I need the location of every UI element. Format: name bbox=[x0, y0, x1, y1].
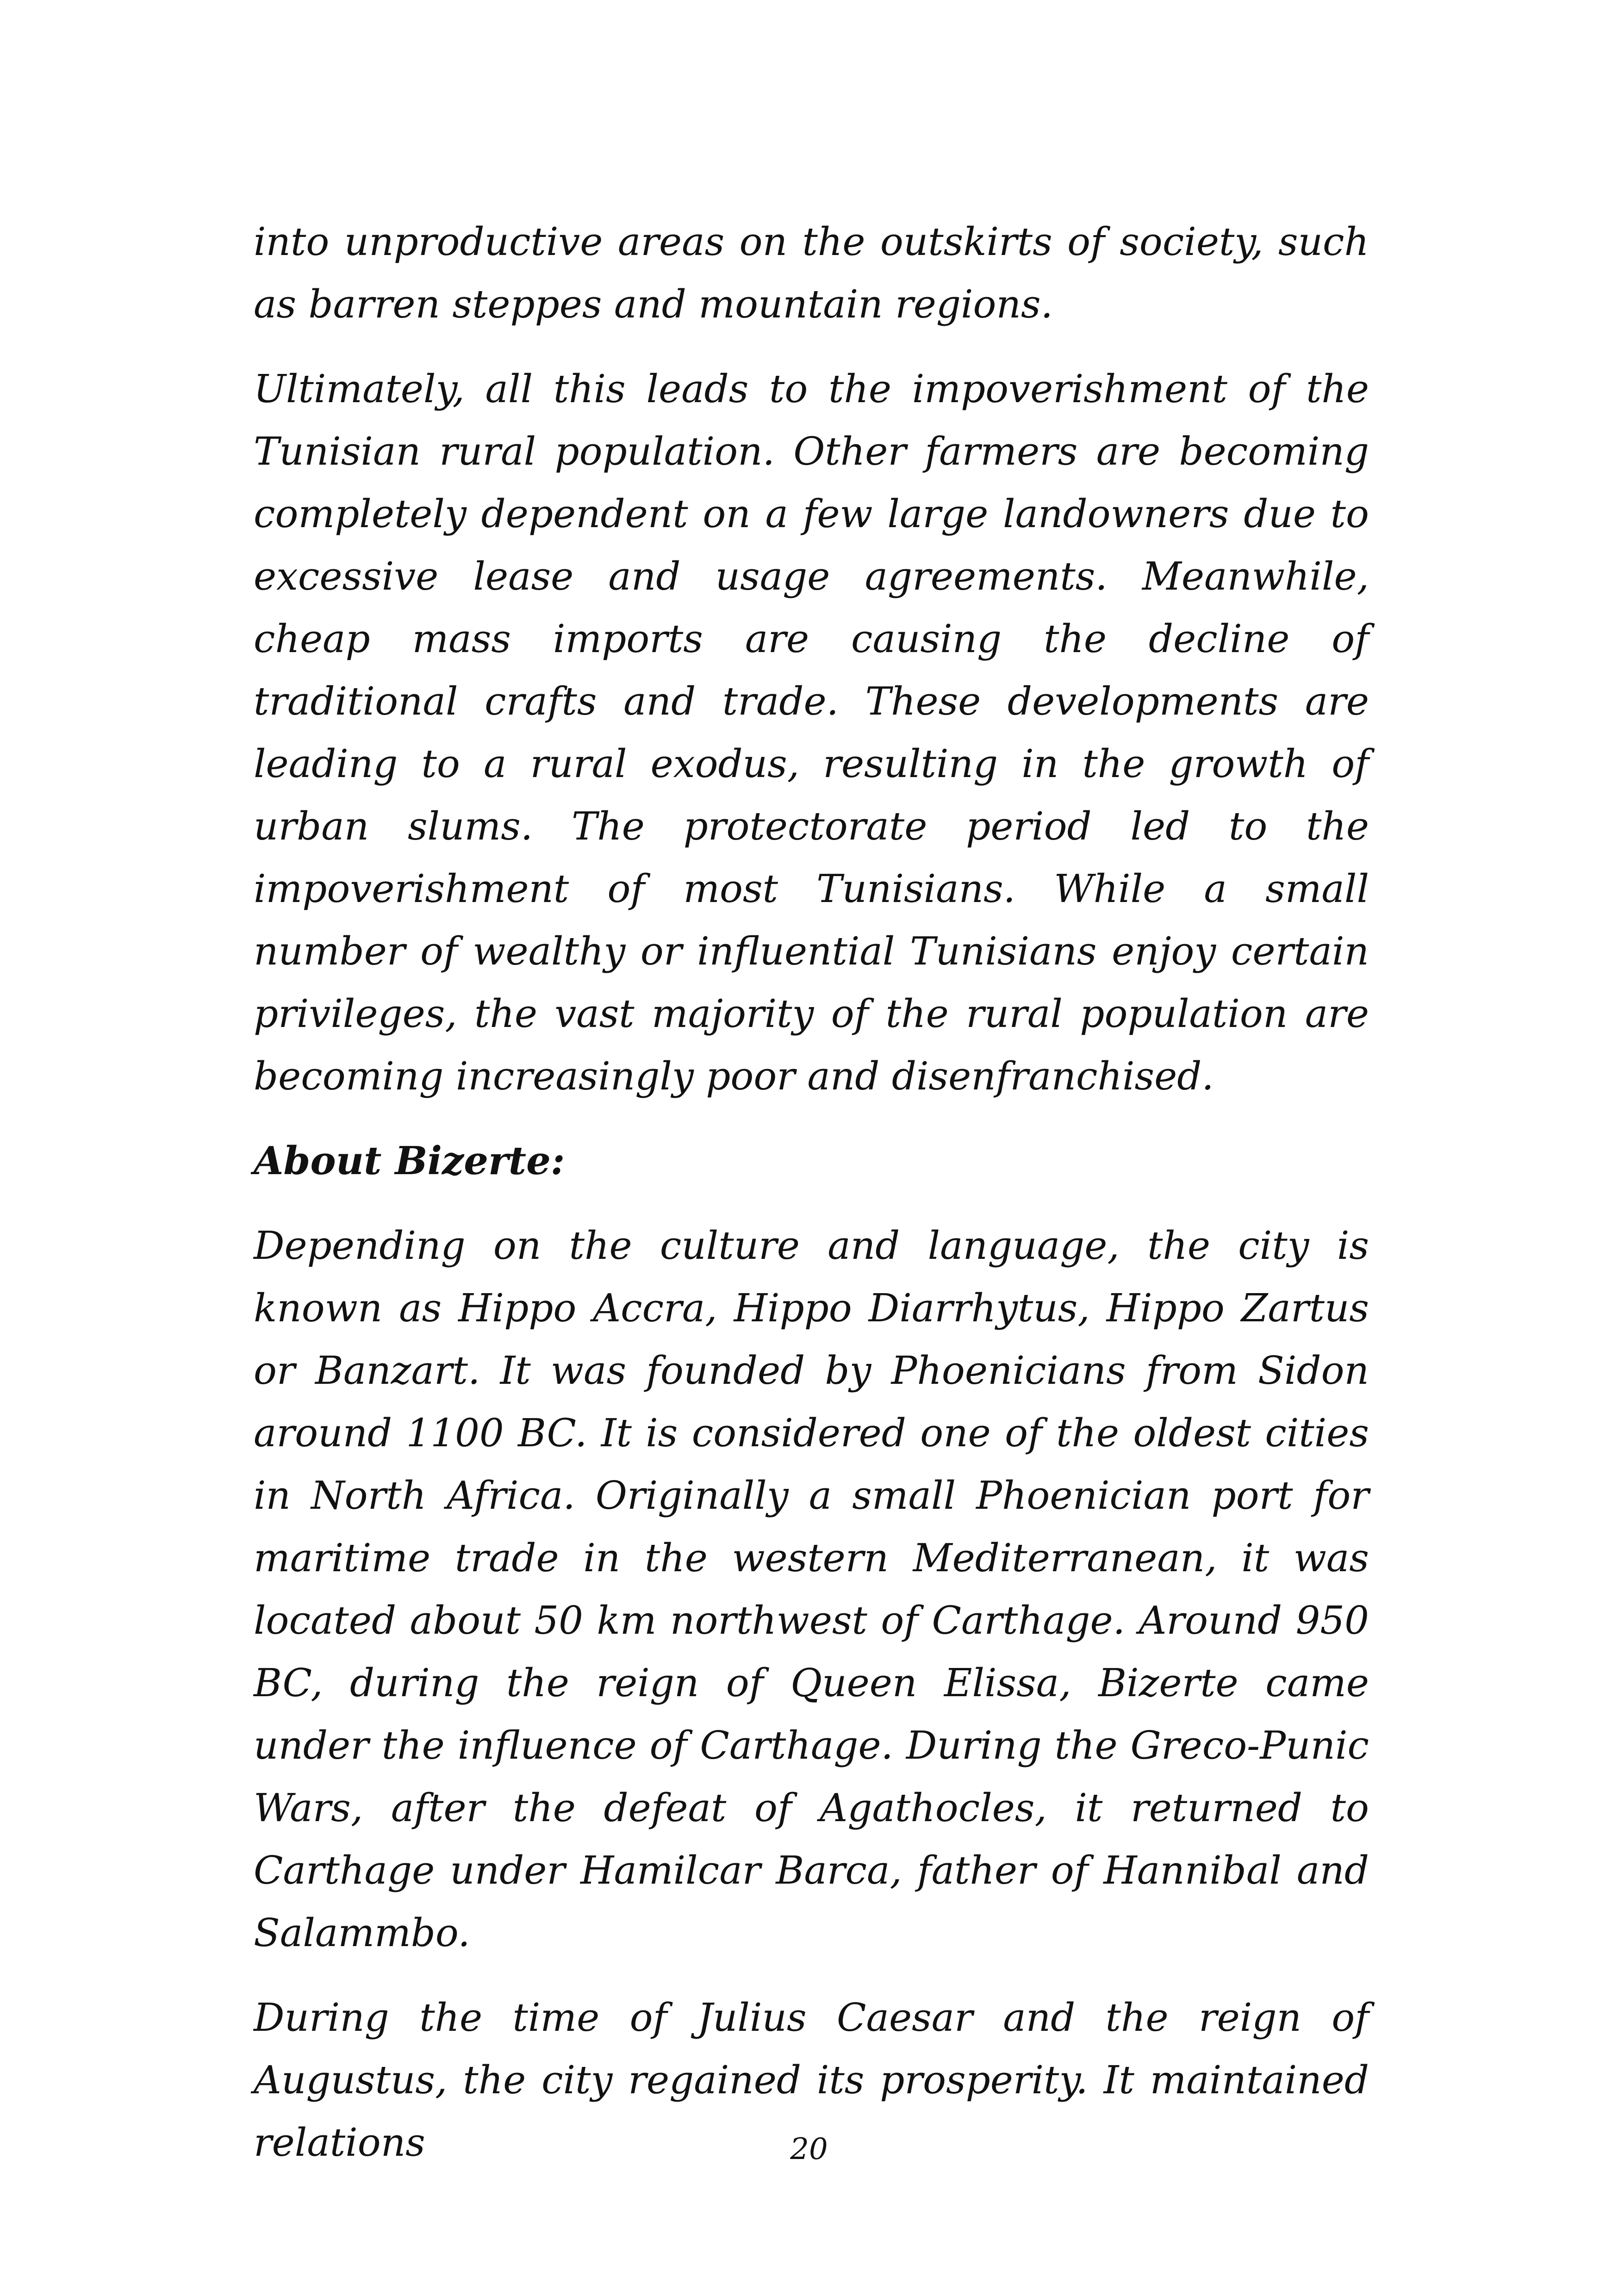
paragraph-impoverishment: Ultimately, all this leads to the impoverishment of the Tunisian rural population. Other farmers are becoming completely dependent on a few large landowners due to excessive lease and usage agreements. Meanwhile, cheap mass imports are causing the decline of traditional crafts and trade. These developments are leading to a rural exodus, resulting in the growth of urban slums. The protectorate period led to the impoverishment of most Tunisians. While a small number of wealthy or influential Tunisians enjoy certain privileges, the vast majority of the rural population are becoming increasingly poor and disenfranchised. bbox=[254, 367, 1369, 1099]
paragraph-julius-caesar: During the time of Julius Caesar and the reign of Augustus, the city regained its prosperity. It maintained relations bbox=[254, 1995, 1369, 2165]
paragraph-continuation: into unproductive areas on the outskirts of society, such as barren steppes and mountain regions. bbox=[254, 219, 1369, 327]
paragraph-bizerte-history: Depending on the culture and language, the city is known as Hippo Accra, Hippo Diarrhytus, Hippo Zartus or Banzart. It was founded by Phoenicians from Sidon around 1100 BC. It is considered one of the oldest cities in North Africa. Originally a small Phoenician port for maritime trade in the western Mediterranean, it was located about 50 km northwest of Carthage. Around 950 BC, during the reign of Queen Elissa, Bizerte came under the influence of Carthage. During the Greco-Punic Wars, after the defeat of Agathocles, it returned to Carthage under Hamilcar Barca, father of Hannibal and Salammbo. bbox=[254, 1223, 1369, 1955]
body-text bbox=[254, 211, 1369, 2196]
page-number: 20 bbox=[790, 2132, 828, 2166]
section-heading: About Bizerte: bbox=[254, 1138, 565, 1183]
